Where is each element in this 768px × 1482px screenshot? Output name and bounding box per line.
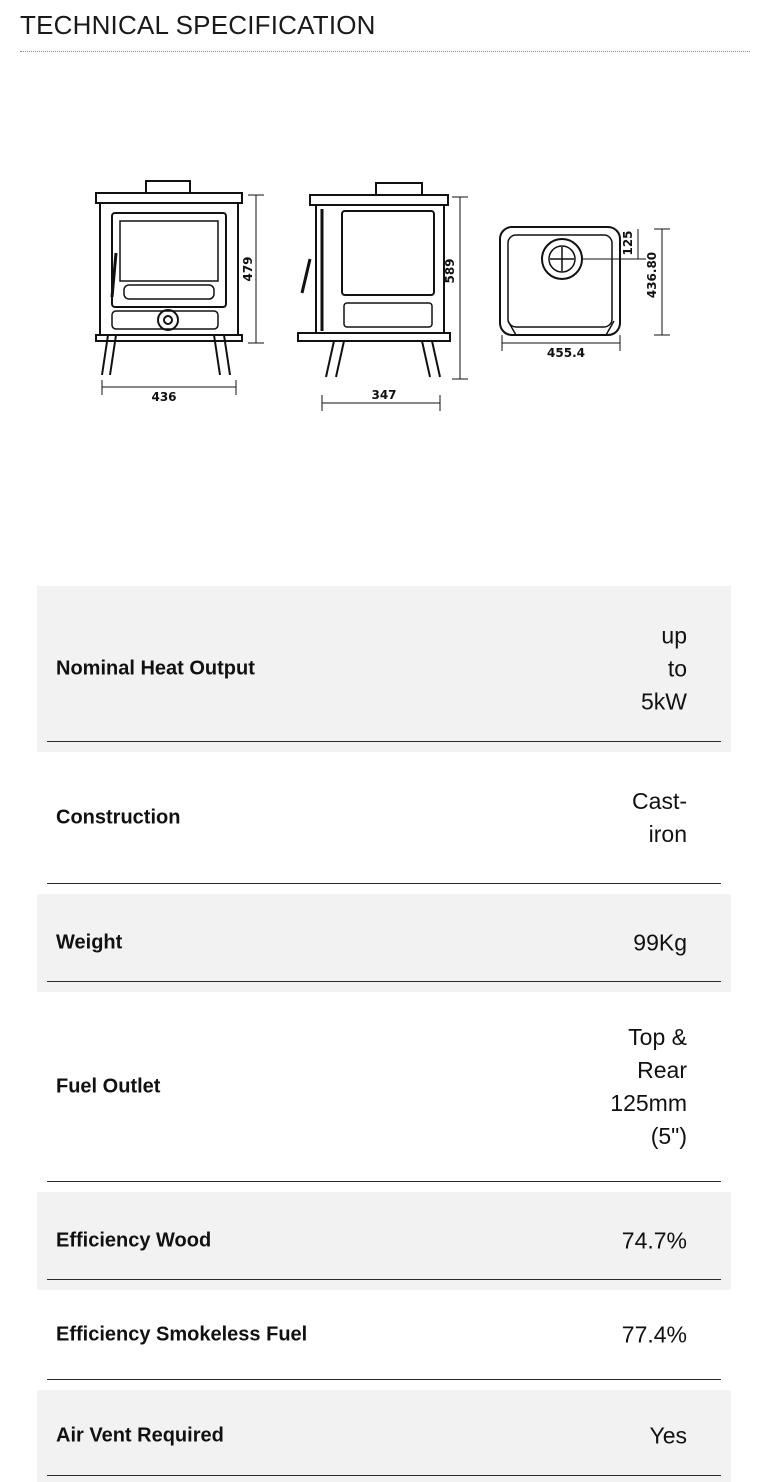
side-view [298, 183, 450, 377]
spec-value-line: iron [648, 821, 687, 847]
spec-row-efficiency-smokeless [37, 1290, 731, 1380]
row-divider [47, 741, 721, 742]
spec-row-nominal-heat-output [37, 586, 731, 752]
spec-row-efficiency-wood [37, 1192, 731, 1290]
spec-label: Fuel Outlet [56, 1075, 161, 1098]
spec-value-line: 99Kg [633, 929, 687, 956]
spec-value [632, 785, 687, 851]
spec-row-weight [37, 894, 731, 992]
spec-value [622, 1225, 687, 1258]
spec-row-air-vent [37, 1390, 731, 1482]
spec-label: Efficiency Smokeless Fuel [56, 1323, 308, 1346]
spec-value [641, 620, 687, 719]
top-width-label: 455.4 [547, 346, 585, 360]
spec-value-line: 125mm [610, 1090, 687, 1116]
spec-row-construction [37, 752, 731, 884]
spec-value-line: 74.7% [621, 1227, 687, 1254]
spec-value-line: to [667, 655, 687, 682]
dotted-divider [20, 51, 750, 52]
spec-label: Nominal Heat Output [56, 657, 255, 680]
spec-value-line: Yes [649, 1422, 687, 1449]
stove-dimension-drawing [90, 175, 690, 415]
front-height-label: 479 [241, 256, 255, 282]
row-divider [47, 1379, 721, 1380]
side-depth-label: 347 [371, 388, 397, 402]
front-view [96, 181, 242, 375]
spec-value [633, 927, 687, 960]
top-depth-label: 436.80 [645, 251, 659, 299]
spec-value-line: Top & [628, 1024, 687, 1050]
specification-table [37, 586, 731, 1482]
spec-value-line: Cast- [632, 788, 687, 814]
spec-value-line: Rear [637, 1057, 687, 1083]
row-divider [47, 883, 721, 884]
spec-value [610, 1021, 687, 1153]
spec-row-fuel-outlet [37, 992, 731, 1182]
spec-value-line: 77.4% [621, 1321, 687, 1348]
row-divider [47, 1181, 721, 1182]
spec-label: Efficiency Wood [56, 1229, 212, 1252]
spec-value-line: (5") [650, 1123, 687, 1149]
spec-value-line: 5kW [641, 688, 687, 715]
top-view [500, 227, 620, 335]
front-width-label: 436 [151, 390, 177, 404]
row-divider [47, 1475, 721, 1476]
spec-label: Weight [56, 931, 123, 954]
side-height-label: 589 [443, 258, 457, 284]
spec-label: Construction [56, 806, 181, 829]
front-dimension-lines [102, 195, 264, 395]
spec-value [649, 1420, 687, 1453]
flue-offset-label: 125 [621, 230, 635, 256]
row-divider [47, 1279, 721, 1280]
page-title: TECHNICAL SPECIFICATION [20, 10, 376, 40]
spec-value-line: up [661, 622, 687, 649]
spec-label: Air Vent Required [56, 1424, 224, 1447]
section-header [20, 8, 750, 42]
row-divider [47, 981, 721, 982]
spec-value [622, 1319, 687, 1352]
